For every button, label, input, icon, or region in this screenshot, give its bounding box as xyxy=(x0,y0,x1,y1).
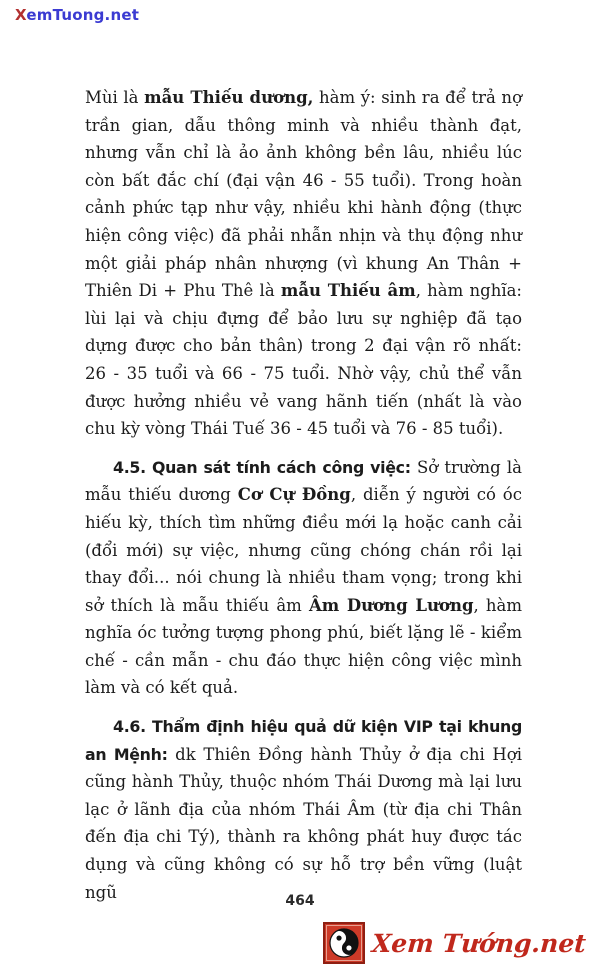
yin-yang-icon xyxy=(323,922,365,964)
watermark-blue-part: emTuong.net xyxy=(26,6,140,24)
watermark-red-part: X xyxy=(15,6,27,24)
body-text: hàm ý: sinh ra để trả nợ trần gian, dẫu thông minh và nhiều thành đạt, nhưng vẫn chỉ là ảo ảnh không bền lâu, nhiều lúc còn bất đắc chí (đại vận 46 - 55 tuổi). Trong hoàn cảnh phức tạp như vậy, nhiều khi hành động (thực hiện công việc) đã phải nhẫn nhịn và thụ động như một giải pháp nhân nhượng (vì khung An Thân + Thiên Di + Phu Thê là xyxy=(85,88,522,301)
bold-term: mẫu Thiếu âm xyxy=(280,281,416,301)
watermark-top xyxy=(15,6,139,24)
body-text: , diễn ý người có óc hiếu kỳ, thích tìm những điều mới lạ hoặc canh cải (đổi mới) sự việc, nhưng cũng chóng chán rồi lại thay đổi... nói chung là nhiều tham vọng; trong khi sở thích là mẫu thiếu âm xyxy=(85,485,522,615)
body-text: Sở trường là mẫu thiếu dương xyxy=(85,457,522,505)
paragraph xyxy=(85,713,522,906)
bold-term: Âm Dương Lương xyxy=(308,595,474,615)
page-number: 464 xyxy=(285,893,315,909)
footer-logo xyxy=(323,922,586,964)
section-heading: 4.6. Thẩm định hiệu quả dữ kiện VIP tại khung an Mệnh: xyxy=(85,717,522,764)
section-heading: 4.5. Quan sát tính cách công việc: xyxy=(113,457,411,477)
body-text: , hàm nghĩa óc tưởng tượng phong phú, biết lặng lẽ - kiểm chế - cần mẫn - chu đáo thực hiện công việc mình làm và có kết quả. xyxy=(85,595,522,698)
paragraph xyxy=(85,454,522,702)
paragraph xyxy=(85,84,522,443)
bold-term: Cơ Cự Đồng xyxy=(237,485,351,505)
text-column xyxy=(85,84,522,917)
footer-logo-text: Xem Tướng.net xyxy=(371,928,588,958)
bold-term: mẫu Thiếu dương, xyxy=(144,88,314,107)
body-text: dk Thiên Đồng hành Thủy ở địa chi Hợi cũng hành Thủy, thuộc nhóm Thái Dương mà lại lưu lạc ở lãnh địa của nhóm Thái Âm (từ địa chi Thân đến địa chi Tý), thành ra không phát huy được tác dụng và cũng không có sự hỗ trợ bền vững (luật ngũ xyxy=(85,744,522,902)
body-text: Mùi là xyxy=(85,88,145,107)
body-text: , hàm nghĩa: lùi lại và chịu đựng để bảo lưu sự nghiệp đã tạo dựng được cho bản thân) trong 2 đại vận rõ nhất: 26 - 35 tuổi và 66 - 75 tuổi. Nhờ vậy, chủ thể vẫn được hưởng nhiều vẻ vang hãnh tiến (nhất là vào chu kỳ vòng Thái Tuế 36 - 45 tuổi và 76 - 85 tuổi). xyxy=(85,281,522,439)
